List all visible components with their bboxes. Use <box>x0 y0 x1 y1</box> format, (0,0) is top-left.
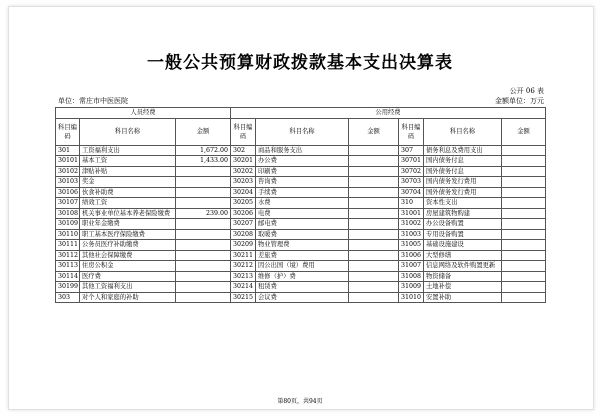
code-cell: 30112 <box>56 250 80 261</box>
amount-cell <box>502 261 546 272</box>
amount-cell <box>349 240 399 251</box>
code-cell: 30215 <box>231 292 256 303</box>
name-cell: 咨询费 <box>256 177 349 188</box>
amount-cell <box>349 166 399 177</box>
code-cell: 30208 <box>231 229 256 240</box>
table-row <box>56 219 546 230</box>
code-cell: 31007 <box>399 261 424 272</box>
code-cell: 31006 <box>399 250 424 261</box>
name-cell: 职业年金缴费 <box>80 219 176 230</box>
code-cell: 30207 <box>231 219 256 230</box>
name-cell: 大型修缮 <box>424 250 502 261</box>
code-cell: 30703 <box>399 177 424 188</box>
amount-cell: 239.00 <box>176 208 231 219</box>
name-cell: 因公出国（境）费用 <box>256 261 349 272</box>
amount-cell <box>176 250 231 261</box>
amount-cell <box>502 208 546 219</box>
code-cell: 30108 <box>56 208 80 219</box>
name-cell: 基本工资 <box>80 156 176 167</box>
name-cell: 其他社会保障缴费 <box>80 250 176 261</box>
table-row <box>56 145 546 156</box>
table-row <box>56 271 546 282</box>
name-cell: 信息网络及软件购置更新 <box>424 261 502 272</box>
amount-cell: 1,672.00 <box>176 145 231 156</box>
name-cell: 资本性支出 <box>424 198 502 209</box>
public-expense-header: 公用经费 <box>231 108 546 119</box>
expenditure-table <box>55 107 546 303</box>
table-row <box>56 292 546 303</box>
amount-cell <box>349 177 399 188</box>
table-row <box>56 166 546 177</box>
code-cell: 30201 <box>231 156 256 167</box>
amount-cell <box>349 229 399 240</box>
name-cell: 奖金 <box>80 177 176 188</box>
name-cell: 水费 <box>256 198 349 209</box>
currency-unit-label: 金额单位：万元 <box>495 97 544 105</box>
name-cell: 国外债务发行费用 <box>424 187 502 198</box>
name-cell: 差旅费 <box>256 250 349 261</box>
name-cell: 国内债务付息 <box>424 156 502 167</box>
name-cell: 其他工资福利支出 <box>80 282 176 293</box>
amount-cell <box>502 271 546 282</box>
code-cell: 31002 <box>399 219 424 230</box>
code-header: 科目编码 <box>399 118 424 145</box>
table-row <box>56 250 546 261</box>
amount-cell <box>349 271 399 282</box>
code-cell: 302 <box>231 145 256 156</box>
amount-header: 金额 <box>176 118 231 145</box>
name-cell: 取暖费 <box>256 229 349 240</box>
code-cell: 30107 <box>56 198 80 209</box>
name-header: 科目名称 <box>80 118 176 145</box>
page-number: 第80页，共94页 <box>277 398 323 405</box>
personnel-expense-header: 人员经费 <box>56 108 231 119</box>
amount-cell <box>349 208 399 219</box>
table-row <box>56 177 546 188</box>
code-cell: 30102 <box>56 166 80 177</box>
name-cell: 国内债务发行费用 <box>424 177 502 188</box>
name-header: 科目名称 <box>424 118 502 145</box>
amount-cell <box>176 229 231 240</box>
code-cell: 30109 <box>56 219 80 230</box>
code-cell: 30103 <box>56 177 80 188</box>
name-cell: 机关事业单位基本养老保险缴费 <box>80 208 176 219</box>
code-cell: 30114 <box>56 271 80 282</box>
code-cell: 30202 <box>231 166 256 177</box>
name-header: 科目名称 <box>256 118 349 145</box>
amount-cell <box>176 240 231 251</box>
code-cell: 31005 <box>399 240 424 251</box>
amount-cell <box>176 292 231 303</box>
code-cell: 30110 <box>56 229 80 240</box>
table-row <box>56 156 546 167</box>
name-cell: 办公设备购置 <box>424 219 502 230</box>
name-cell: 津贴补贴 <box>80 166 176 177</box>
code-cell: 30199 <box>56 282 80 293</box>
code-cell: 31001 <box>399 208 424 219</box>
code-cell: 30701 <box>399 156 424 167</box>
amount-cell <box>349 261 399 272</box>
name-cell: 伙食补助费 <box>80 187 176 198</box>
table-row <box>56 240 546 251</box>
code-cell: 30702 <box>399 166 424 177</box>
amount-cell <box>176 282 231 293</box>
name-cell: 手续费 <box>256 187 349 198</box>
code-cell: 30101 <box>56 156 80 167</box>
name-cell: 会议费 <box>256 292 349 303</box>
table-row <box>56 261 546 272</box>
name-cell: 物业管理费 <box>256 240 349 251</box>
table-row <box>56 229 546 240</box>
amount-cell <box>176 177 231 188</box>
name-cell: 对个人和家庭的补助 <box>80 292 176 303</box>
code-cell: 30204 <box>231 187 256 198</box>
code-cell: 30206 <box>231 208 256 219</box>
code-cell: 30205 <box>231 198 256 209</box>
amount-cell <box>502 240 546 251</box>
amount-cell <box>349 219 399 230</box>
amount-cell <box>349 145 399 156</box>
code-cell: 30209 <box>231 240 256 251</box>
code-cell: 30211 <box>231 250 256 261</box>
amount-cell <box>176 261 231 272</box>
amount-cell <box>502 166 546 177</box>
amount-cell <box>176 271 231 282</box>
table-row <box>56 187 546 198</box>
amount-cell: 1,433.00 <box>176 156 231 167</box>
amount-cell <box>502 250 546 261</box>
amount-cell <box>349 187 399 198</box>
amount-cell <box>502 229 546 240</box>
table-row <box>56 208 546 219</box>
name-cell: 住房公积金 <box>80 261 176 272</box>
code-cell: 31003 <box>399 229 424 240</box>
amount-cell <box>176 219 231 230</box>
name-cell: 商品和服务支出 <box>256 145 349 156</box>
code-cell: 30213 <box>231 271 256 282</box>
name-cell: 物资储备 <box>424 271 502 282</box>
name-cell: 医疗费 <box>80 271 176 282</box>
name-cell: 邮电费 <box>256 219 349 230</box>
amount-cell <box>502 219 546 230</box>
code-cell: 30106 <box>56 187 80 198</box>
amount-cell <box>502 177 546 188</box>
amount-cell <box>176 166 231 177</box>
name-cell: 职工基本医疗保险缴费 <box>80 229 176 240</box>
amount-cell <box>502 292 546 303</box>
code-cell: 31010 <box>399 292 424 303</box>
code-cell: 30214 <box>231 282 256 293</box>
amount-header: 金额 <box>502 118 546 145</box>
name-cell: 工资福利支出 <box>80 145 176 156</box>
code-cell: 310 <box>399 198 424 209</box>
page-title: 一般公共预算财政拨款基本支出决算表 <box>147 53 453 73</box>
code-cell: 30704 <box>399 187 424 198</box>
code-header: 科目编码 <box>56 118 80 145</box>
code-cell: 30111 <box>56 240 80 251</box>
name-cell: 办公费 <box>256 156 349 167</box>
amount-cell <box>502 156 546 167</box>
name-cell: 维修（护）费 <box>256 271 349 282</box>
amount-cell <box>349 250 399 261</box>
code-cell: 301 <box>56 145 80 156</box>
amount-cell <box>349 282 399 293</box>
name-cell: 专用设备购置 <box>424 229 502 240</box>
code-header: 科目编码 <box>231 118 256 145</box>
amount-cell <box>502 187 546 198</box>
name-cell: 公务员医疗补助缴费 <box>80 240 176 251</box>
amount-cell <box>349 156 399 167</box>
amount-cell <box>176 187 231 198</box>
name-cell: 基础设施建设 <box>424 240 502 251</box>
code-cell: 303 <box>56 292 80 303</box>
amount-cell <box>349 292 399 303</box>
name-cell: 租赁费 <box>256 282 349 293</box>
name-cell: 绩效工资 <box>80 198 176 209</box>
amount-cell <box>502 198 546 209</box>
code-cell: 30113 <box>56 261 80 272</box>
amount-cell <box>349 198 399 209</box>
amount-cell <box>502 282 546 293</box>
amount-cell <box>176 198 231 209</box>
code-cell: 31009 <box>399 282 424 293</box>
name-cell: 债务利息及费用支出 <box>424 145 502 156</box>
code-cell: 307 <box>399 145 424 156</box>
name-cell: 安置补助 <box>424 292 502 303</box>
name-cell: 国外债务付息 <box>424 166 502 177</box>
unit-label: 单位：常庄市中医医院 <box>58 97 128 105</box>
name-cell: 电费 <box>256 208 349 219</box>
code-cell: 31008 <box>399 271 424 282</box>
amount-header: 金额 <box>349 118 399 145</box>
name-cell: 房屋建筑物购建 <box>424 208 502 219</box>
table-row <box>56 282 546 293</box>
name-cell: 印刷费 <box>256 166 349 177</box>
name-cell: 土地补偿 <box>424 282 502 293</box>
amount-cell <box>502 145 546 156</box>
code-cell: 30212 <box>231 261 256 272</box>
form-number: 公开 06 表 <box>509 87 544 95</box>
table-row <box>56 198 546 209</box>
code-cell: 30203 <box>231 177 256 188</box>
